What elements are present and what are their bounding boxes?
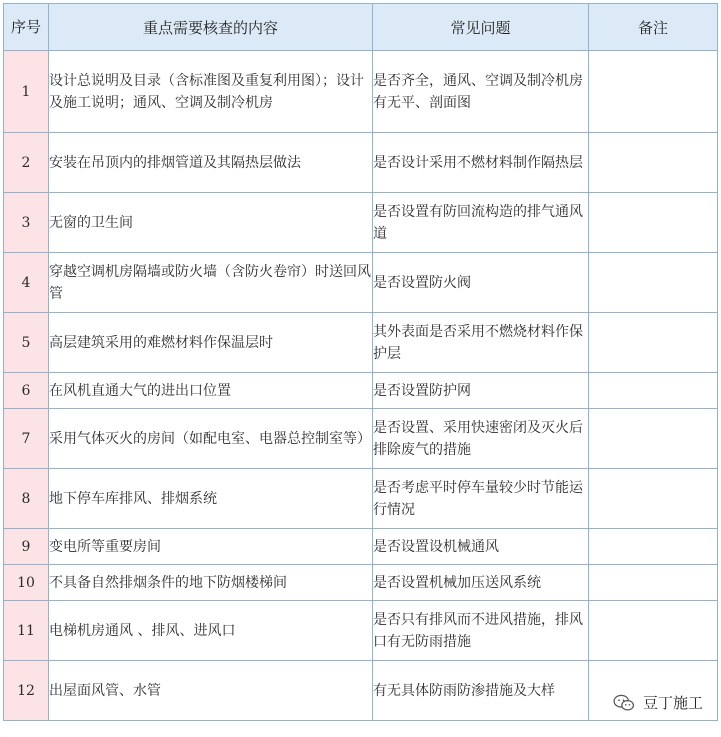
row-content: 无窗的卫生间 <box>49 193 373 253</box>
row-note <box>589 373 718 409</box>
row-issue: 是否设置防火阀 <box>373 253 589 313</box>
row-index: 3 <box>4 193 49 253</box>
row-issue: 是否设置机械加压送风系统 <box>373 565 589 601</box>
row-issue: 是否齐全，通风、空调及制冷机房有无平、剖面图 <box>373 51 589 133</box>
row-index: 9 <box>4 529 49 565</box>
row-note <box>589 193 718 253</box>
row-content: 在风机直通大气的进出口位置 <box>49 373 373 409</box>
row-note <box>589 601 718 661</box>
row-issue: 是否设置、采用快速密闭及灭火后排除废气的措施 <box>373 409 589 469</box>
table-row <box>4 409 718 469</box>
row-note <box>589 51 718 133</box>
row-issue: 是否只有排风而不进风措施，排风口有无防雨措施 <box>373 601 589 661</box>
table-row <box>4 529 718 565</box>
header-row <box>4 4 718 51</box>
row-index: 11 <box>4 601 49 661</box>
row-content: 不具备自然排烟条件的地下防烟楼梯间 <box>49 565 373 601</box>
wechat-icon <box>613 694 635 712</box>
watermark <box>609 690 707 715</box>
row-index: 6 <box>4 373 49 409</box>
row-content: 安装在吊顶内的排烟管道及其隔热层做法 <box>49 133 373 193</box>
review-table <box>3 3 718 721</box>
row-issue: 是否设置有防回流构造的排气通风道 <box>373 193 589 253</box>
row-index: 7 <box>4 409 49 469</box>
table-row <box>4 193 718 253</box>
row-content: 穿越空调机房隔墙或防火墙（含防火卷帘）时送回风管 <box>49 253 373 313</box>
table-row <box>4 373 718 409</box>
table-row <box>4 469 718 529</box>
row-content: 电梯机房通风 、排风、进风口 <box>49 601 373 661</box>
row-index: 4 <box>4 253 49 313</box>
row-note <box>589 469 718 529</box>
row-content: 地下停车库排风、排烟系统 <box>49 469 373 529</box>
header-index-label: 序号 <box>10 18 41 36</box>
row-content: 变电所等重要房间 <box>49 529 373 565</box>
row-content: 采用气体灭火的房间（如配电室、电器总控制室等） <box>49 409 373 469</box>
row-note <box>589 565 718 601</box>
row-index: 1 <box>4 51 49 133</box>
row-content: 高层建筑采用的难燃材料作保温层时 <box>49 313 373 373</box>
table-row <box>4 51 718 133</box>
row-issue: 其外表面是否采用不燃烧材料作保护层 <box>373 313 589 373</box>
row-index: 12 <box>4 661 49 721</box>
row-content: 设计总说明及目录（含标准图及重复利用图）；设计及施工说明；通风、空调及制冷机房 <box>49 51 373 133</box>
row-index: 2 <box>4 133 49 193</box>
table-row <box>4 601 718 661</box>
row-note <box>589 529 718 565</box>
header-note: 备注 <box>589 4 718 51</box>
table-row <box>4 133 718 193</box>
row-issue: 是否设置防护网 <box>373 373 589 409</box>
row-note <box>589 253 718 313</box>
table-row <box>4 565 718 601</box>
header-issue: 常见问题 <box>373 4 589 51</box>
row-issue: 是否设计采用不燃材料制作隔热层 <box>373 133 589 193</box>
header-content: 重点需要核查的内容 <box>49 4 373 51</box>
table-row <box>4 313 718 373</box>
row-content: 出屋面风管、水管 <box>49 661 373 721</box>
row-issue: 是否考虑平时停车量较少时节能运行情况 <box>373 469 589 529</box>
row-note <box>589 313 718 373</box>
row-note <box>589 133 718 193</box>
row-index: 5 <box>4 313 49 373</box>
table-row <box>4 253 718 313</box>
row-index: 10 <box>4 565 49 601</box>
row-issue: 是否设置设机械通风 <box>373 529 589 565</box>
row-note <box>589 409 718 469</box>
header-index <box>4 4 49 51</box>
row-index: 8 <box>4 469 49 529</box>
watermark-text: 豆丁施工 <box>642 694 703 712</box>
row-issue: 有无具体防雨防渗措施及大样 <box>373 661 589 721</box>
